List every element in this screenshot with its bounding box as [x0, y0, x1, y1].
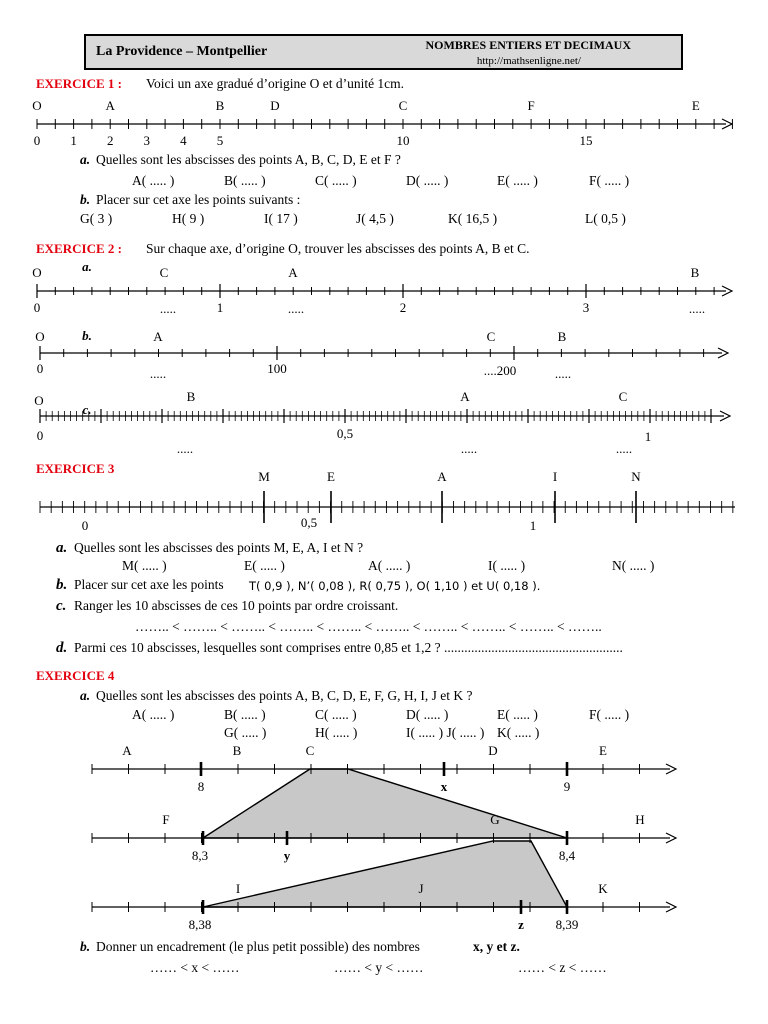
ex3-qb-letter: b.	[56, 577, 68, 593]
ex1-point: K( 16,5 )	[448, 211, 498, 226]
ex2a-letter: a.	[82, 259, 92, 274]
ex2b-point-label: B	[557, 329, 567, 344]
ex3-tick-label: 1	[529, 518, 537, 533]
ex4-answer: K( ..... )	[497, 725, 540, 740]
ex4-bound-z: …… < z < ……	[518, 960, 607, 975]
ex4-axis1-tick-label: 9	[563, 779, 571, 794]
ex4-axis2-var-label: y	[283, 848, 291, 863]
ex2a-point-label: O	[32, 265, 42, 280]
ex3-point-label: N	[631, 469, 641, 484]
ex2b-letter: b.	[82, 328, 92, 343]
ex2c-point-label: A	[460, 389, 470, 404]
ex4-axis1-point-label: D	[488, 743, 498, 758]
ex1-qa-letter: a.	[80, 152, 91, 167]
ex4-answer: D( ..... )	[406, 707, 449, 722]
ex3-answer: E( ..... )	[244, 558, 285, 573]
ex1-point: I( 17 )	[264, 211, 298, 226]
ex2b-tick-label: 0	[36, 361, 44, 376]
ex4-qa-letter: a.	[80, 688, 91, 703]
ex4-axis1-var-label: x	[440, 779, 448, 794]
ex4-answer: B( ..... )	[224, 707, 266, 722]
ex2c-letter: c.	[82, 402, 92, 417]
ex3-answer: M( ..... )	[122, 558, 167, 573]
ex1-point-label: F	[527, 98, 535, 113]
ex2b-point-label: O	[35, 329, 45, 344]
ex2b-tick-label: ....200	[483, 363, 517, 378]
ex2c-point-label: B	[186, 389, 196, 404]
ex1-intro: Voici un axe gradué d’origine O et d’unité 1cm.	[146, 76, 405, 91]
ex1-answer: A( ..... )	[132, 173, 175, 188]
ex1-qa: Quelles sont les abscisses des points A, B, C, D, E et F ?	[96, 152, 401, 167]
ex1-tick-label: 0	[33, 133, 41, 148]
ex2a-tick-label: 3	[582, 300, 590, 315]
ex4-answer: C( ..... )	[315, 707, 357, 722]
ex4-axis3-var-label: z	[518, 917, 524, 932]
site-url: http://mathsenligne.net/	[476, 55, 581, 67]
ex3-point-label: E	[327, 469, 335, 484]
ex4-axis3-point-label: I	[235, 881, 241, 896]
ex1-tick-label: 10	[396, 133, 410, 148]
ex3-title: EXERCICE 3	[36, 461, 115, 476]
ex3-point-label: I	[552, 469, 558, 484]
ex4-axis2-tick-label: 8,3	[191, 848, 209, 863]
ex1-answer: C( ..... )	[315, 173, 357, 188]
ex4-answer: I( ..... ) J( ..... )	[406, 725, 485, 740]
ex4-axis1-point-label: B	[232, 743, 242, 758]
ex1-tick-label: 4	[180, 133, 187, 148]
ex3-point-label: A	[437, 469, 447, 484]
ex4-axis2-point-label: G	[490, 812, 500, 827]
ex1-point-label: E	[691, 98, 700, 113]
ex3-qa: Quelles sont les abscisses des points M, E, A, I et N ?	[74, 540, 364, 555]
ex1-point-label: A	[105, 98, 115, 113]
ex2a-blank: .....	[688, 301, 706, 316]
ex1-tick-label: 15	[579, 133, 593, 148]
ex2c-blank: .....	[615, 441, 633, 456]
ex4-answer: A( ..... )	[132, 707, 175, 722]
ex4-answer: E( ..... )	[497, 707, 538, 722]
ex3-point-label: M	[258, 469, 270, 484]
ex2b-blank: .....	[554, 366, 572, 381]
ex4-zoom-region-1	[203, 769, 567, 838]
ex4-title: EXERCICE 4	[36, 668, 115, 683]
ex3-answer: A( ..... )	[368, 558, 411, 573]
ex2a-point-label: A	[288, 265, 298, 280]
ex1-tick-label: 5	[216, 133, 224, 148]
ex4-axis2-point-label: F	[162, 812, 170, 827]
ex2c-point-label: C	[618, 389, 628, 404]
ex3-order-line: …….. < …….. < …….. < …….. < …….. < …….. < …….. < …….. < …….. < ……..	[135, 619, 602, 634]
ex2b-point-label: C	[486, 329, 496, 344]
ex4-axis1-tick-label: 8	[197, 779, 205, 794]
ex1-answer: D( ..... )	[406, 173, 449, 188]
ex1-qb-letter: b.	[80, 192, 91, 207]
ex4-axis3-tick-label: 8,39	[555, 917, 579, 932]
ex1-answer: E( ..... )	[497, 173, 538, 188]
ex2a-tick-label: 1	[216, 300, 224, 315]
ex1-answer: B( ..... )	[224, 173, 266, 188]
ex3-qd-letter: d.	[56, 640, 68, 656]
ex2c-tick-label: 1	[644, 429, 652, 444]
ex1-tick-label: 1	[70, 133, 77, 148]
ex1-point-label: O	[32, 98, 42, 113]
ex2c-blank: .....	[460, 441, 478, 456]
ex2c-tick-label: 0	[36, 428, 44, 443]
ex2a-tick-label: 0	[33, 300, 41, 315]
ex4-qa: Quelles sont les abscisses des points A, B, C, D, E, F, G, H, I, J et K ?	[96, 688, 473, 703]
ex3-qc: Ranger les 10 abscisses de ces 10 points par ordre croissant.	[74, 598, 399, 613]
ex4-qb: Donner un encadrement (le plus petit possible) des nombres	[96, 939, 420, 954]
ex3-qc-letter: c.	[56, 598, 67, 614]
ex3-answer: N( ..... )	[612, 558, 655, 573]
ex2-title: EXERCICE 2 :	[36, 241, 122, 256]
ex2c-blank: .....	[176, 441, 194, 456]
ex3-qd: Parmi ces 10 abscisses, lesquelles sont comprises entre 0,85 et 1,2 ? .....................................................	[74, 640, 623, 655]
ex4-axis1-point-label: C	[305, 743, 315, 758]
ex4-bound-y: …… < y < ……	[334, 960, 424, 975]
ex3-qa-letter: a.	[56, 540, 68, 556]
ex2b-blank: .....	[149, 366, 167, 381]
ex3-qb-points: T( 0,9 ), N’( 0,08 ), R( 0,75 ), O( 1,10 ) et U( 0,18 ).	[249, 579, 541, 593]
ex2b-point-label: A	[153, 329, 163, 344]
ex4-qb-vars: x, y et z.	[473, 939, 520, 954]
ex1-answer: F( ..... )	[589, 173, 630, 188]
ex4-axis3-tick-label: 8,38	[188, 917, 212, 932]
ex3-tick-label: 0,5	[300, 515, 318, 530]
ex4-zoom-region-2	[203, 841, 567, 907]
ex4-bound-x: …… < x < ……	[150, 960, 240, 975]
ex4-answer: H( ..... )	[315, 725, 358, 740]
ex2a-point-label: C	[159, 265, 169, 280]
ex1-title: EXERCICE 1 :	[36, 76, 122, 91]
topic-title: NOMBRES ENTIERS ET DECIMAUX	[425, 38, 631, 52]
ex4-qb-letter: b.	[80, 939, 91, 954]
ex2a-tick-label: 2	[399, 300, 407, 315]
ex1-point: L( 0,5 )	[585, 211, 626, 226]
ex1-tick-label: 3	[143, 133, 151, 148]
ex1-point-label: B	[215, 98, 225, 113]
ex4-answer: F( ..... )	[589, 707, 630, 722]
ex3-qb: Placer sur cet axe les points	[74, 577, 224, 592]
ex1-qb: Placer sur cet axe les points suivants :	[96, 192, 301, 207]
ex2c-point-label: O	[34, 393, 44, 408]
ex1-point-label: D	[270, 98, 280, 113]
ex2c-tick-label: 0,5	[336, 426, 354, 441]
ex4-axis2-point-label: H	[635, 812, 645, 827]
ex3-tick-label: 0	[81, 518, 89, 533]
ex3-answer: I( ..... )	[488, 558, 526, 573]
ex1-point: J( 4,5 )	[356, 211, 394, 226]
ex1-point-label: C	[398, 98, 408, 113]
ex2a-blank: .....	[287, 301, 305, 316]
ex1-point: H( 9 )	[172, 211, 205, 226]
ex4-answer: G( ..... )	[224, 725, 267, 740]
ex4-axis3-point-label: K	[598, 881, 608, 896]
ex2a-point-label: B	[690, 265, 700, 280]
ex1-tick-label: 2	[106, 133, 114, 148]
ex4-axis1-point-label: E	[599, 743, 607, 758]
ex1-point: G( 3 )	[80, 211, 113, 226]
ex2b-tick-label: 100	[267, 361, 287, 376]
ex4-axis1-point-label: A	[122, 743, 132, 758]
school-name: La Providence – Montpellier	[96, 44, 268, 59]
ex2a-blank: .....	[159, 301, 177, 316]
ex4-axis2-tick-label: 8,4	[558, 848, 576, 863]
ex2-intro: Sur chaque axe, d’origine O, trouver les abscisses des points A, B et C.	[146, 241, 530, 256]
ex4-axis3-point-label: J	[418, 881, 424, 896]
